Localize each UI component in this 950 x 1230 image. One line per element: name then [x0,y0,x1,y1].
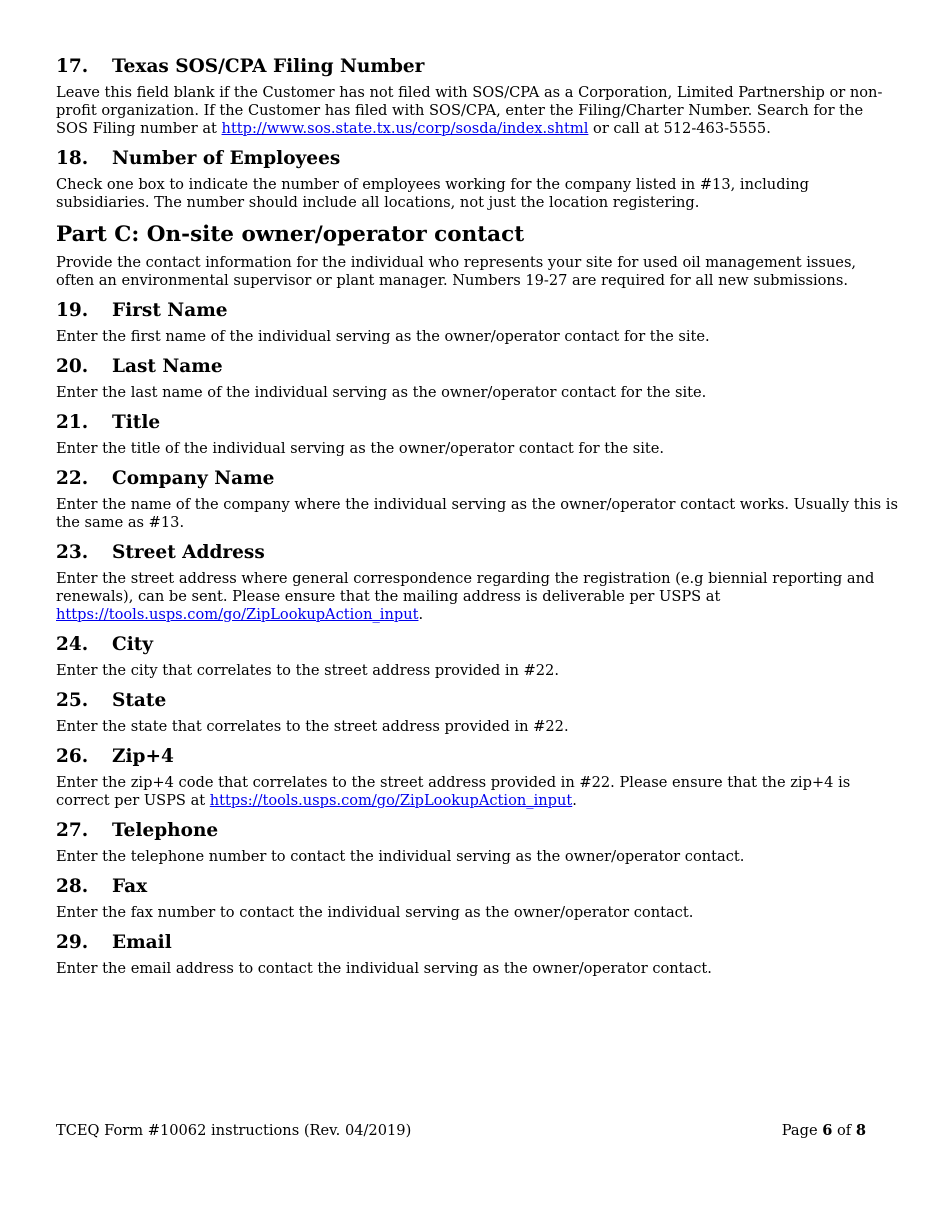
item-19-heading [56,298,898,324]
item-17-heading [56,54,898,80]
item-number: 24. [56,634,89,655]
item-20-text: Enter the last name of the individual serving as the owner/operator contact for the site. [56,384,707,401]
item-number: 21. [56,412,89,433]
item-title: Company Name [112,468,275,489]
item-26-heading [56,744,898,770]
sos-filing-link[interactable]: http://www.sos.state.tx.us/corp/sosda/index.shtml [221,120,589,137]
item-title: Street Address [112,542,265,563]
item-18-text: Check one box to indicate the number of employees working for the company listed in #13, including subsidiaries. The number should include all locations, not just the location registering. [56,176,809,211]
item-text: Leave this field blank if the Customer has not filed with SOS/CPA as a Corporation, Limited Partnership or non-profit organization. If the Customer has filed with SOS/CPA, enter the Filing/Charter Number. Search for the SOS Filing number at [56,84,883,137]
item-title: Zip+4 [112,746,174,767]
item-text: . [572,792,577,809]
item-number: 27. [56,820,89,841]
item-25-heading [56,688,898,714]
item-title: Texas SOS/CPA Filing Number [112,56,425,77]
document-body [56,54,898,986]
item-22-text: Enter the name of the company where the individual serving as the owner/operator contact works. Usually this is the same as #13. [56,496,898,531]
item-title: Title [112,412,161,433]
item-29-text: Enter the email address to contact the individual serving as the owner/operator contact. [56,960,712,977]
usps-zip-lookup-link[interactable]: https://tools.usps.com/go/ZipLookupAction_input [56,606,419,623]
item-24-heading [56,632,898,658]
item-28-text: Enter the fax number to contact the individual serving as the owner/operator contact. [56,904,694,921]
item-25-text: Enter the state that correlates to the street address provided in #22. [56,718,569,735]
part-c-intro: Provide the contact information for the individual who represents your site for used oil management issues, often an environmental supervisor or plant manager. Numbers 19-27 are required for all new submissions. [56,254,857,289]
item-number: 18. [56,148,89,169]
item-21-heading [56,410,898,436]
part-c-heading: Part C: On-site owner/operator contact [56,222,525,247]
item-24-text: Enter the city that correlates to the street address provided in #22. [56,662,559,679]
item-27-heading [56,818,898,844]
item-21-text: Enter the title of the individual serving as the owner/operator contact for the site. [56,440,665,457]
item-title: City [112,634,154,655]
item-text: or call at 512-463-5555. [588,120,771,137]
item-number: 20. [56,356,89,377]
item-number: 23. [56,542,89,563]
usps-zip-lookup-link[interactable]: https://tools.usps.com/go/ZipLookupAction_input [209,792,573,809]
item-number: 26. [56,746,89,767]
item-number: 17. [56,56,89,77]
item-23-text [56,570,898,624]
page-footer [56,1122,866,1139]
item-title: Last Name [112,356,223,377]
item-title: Email [112,932,172,953]
item-26-text [56,774,898,810]
item-number: 25. [56,690,89,711]
item-text: Enter the street address where general correspondence regarding the registration (e.g biennial reporting and renewals), can be sent. Please ensure that the mailing address is deliverable per USPS at [56,570,875,605]
item-22-heading [56,466,898,492]
item-text: . [418,606,424,623]
item-title: State [112,690,167,711]
item-17-text [56,84,898,138]
page-current: 6 [822,1122,833,1139]
item-number: 29. [56,932,89,953]
item-23-heading [56,540,898,566]
page-number [782,1122,866,1139]
form-identifier: TCEQ Form #10062 instructions (Rev. 04/2019) [56,1122,412,1139]
item-number: 19. [56,300,89,321]
item-title: Number of Employees [112,148,341,169]
item-20-heading [56,354,898,380]
item-28-heading [56,874,898,900]
item-title: Telephone [112,820,219,841]
item-18-heading [56,146,898,172]
item-number: 28. [56,876,89,897]
item-27-text: Enter the telephone number to contact the individual serving as the owner/operator contact. [56,848,745,865]
item-19-text: Enter the first name of the individual serving as the owner/operator contact for the site. [56,328,710,345]
page-total: 8 [855,1122,866,1139]
item-title: First Name [112,300,228,321]
item-29-heading [56,930,898,956]
item-title: Fax [112,876,148,897]
item-text: Enter the zip+4 code that correlates to the street address provided in #22. Please ensure that the zip+4 is correct per USPS at [56,774,851,809]
page-label: Page [781,1122,823,1139]
item-number: 22. [56,468,89,489]
page-of: of [832,1122,856,1139]
